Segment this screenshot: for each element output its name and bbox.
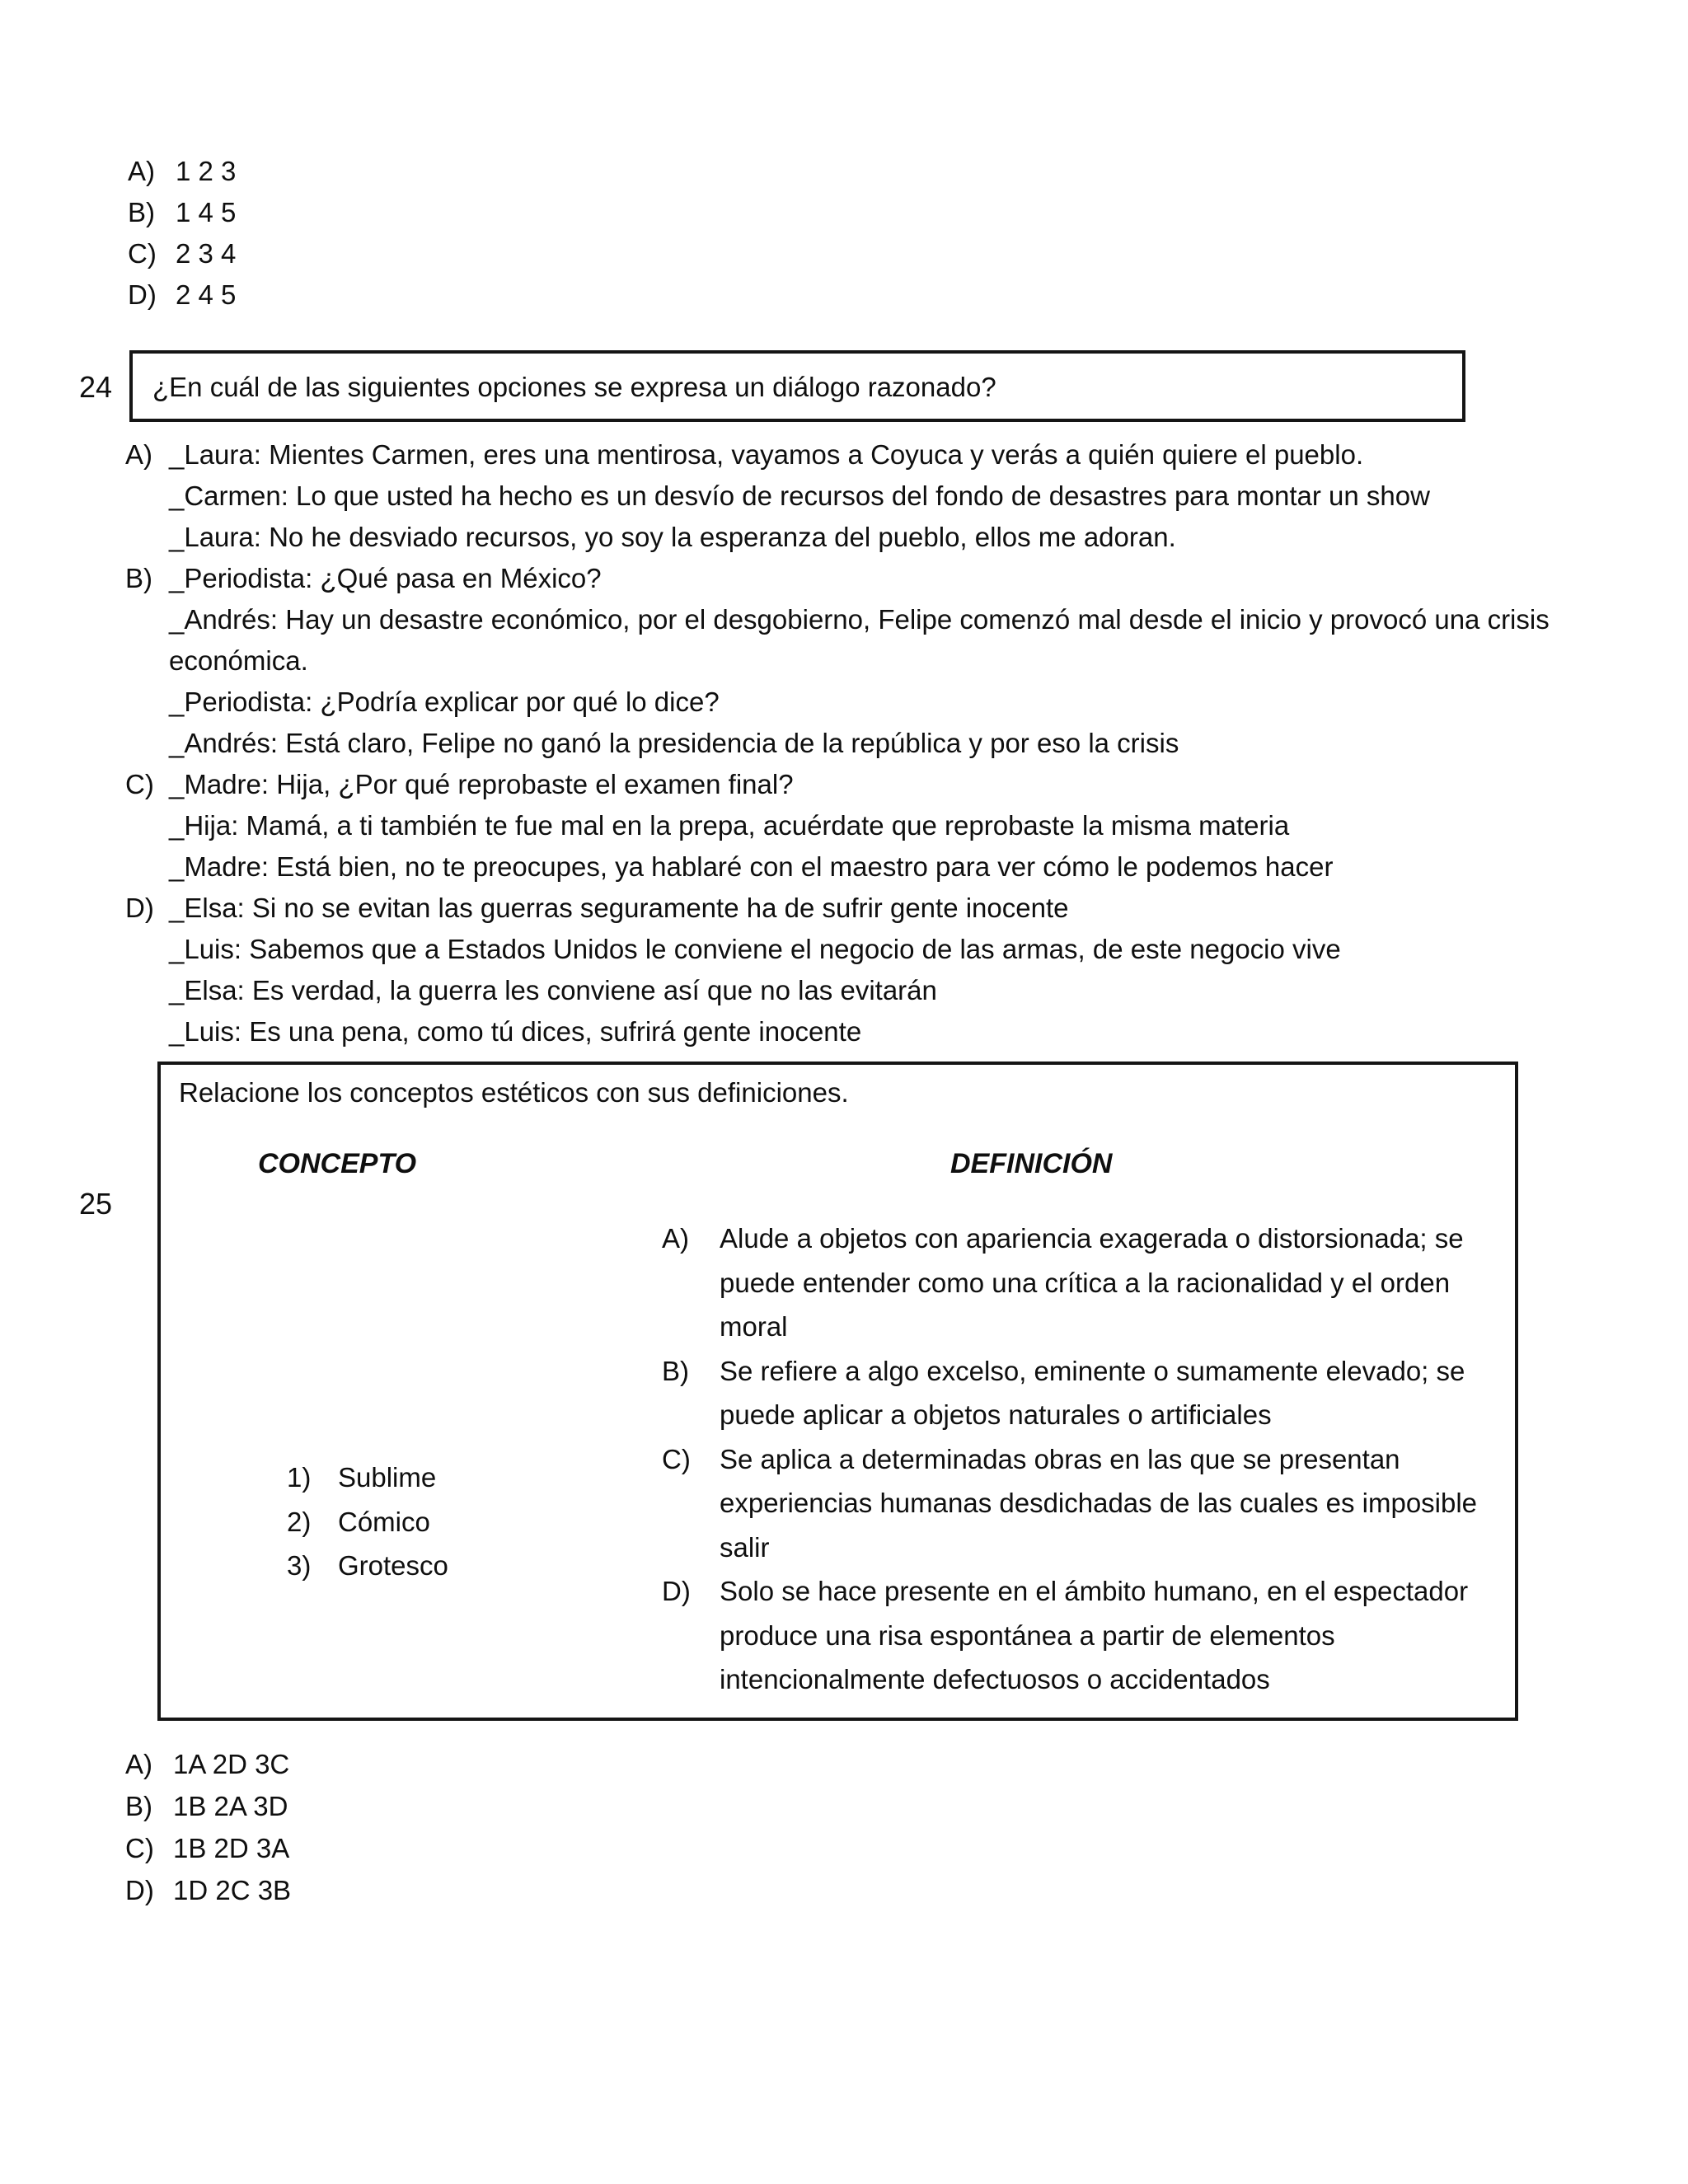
definition-list: [662, 1216, 1634, 1702]
option-value: 1 2 3: [176, 156, 237, 186]
definition-line: Alude a objetos con apariencia exagerada o distorsionada; se: [720, 1223, 1464, 1254]
dialogue-line: económica.: [169, 645, 308, 676]
definition-lines: [720, 1216, 1464, 1349]
option-value: 2 4 5: [176, 279, 237, 310]
answer-option: [128, 192, 236, 233]
option-letter: B): [128, 197, 155, 227]
concept-column-header: CONCEPTO: [258, 1148, 417, 1179]
concept-list: [287, 1455, 448, 1588]
answer-option: [128, 151, 236, 192]
option-b: [125, 558, 1658, 764]
dialogue-line: _Andrés: Hay un desastre económico, por el desgobierno, Felipe comenzó mal desde el inicio y provocó una crisis: [169, 604, 1550, 635]
concept-item: [287, 1455, 448, 1500]
option-value: 1B 2A 3D: [173, 1791, 288, 1821]
concept-label: Cómico: [338, 1506, 430, 1537]
dialogue-line: _Andrés: Está claro, Felipe no ganó la presidencia de la república y por eso la crisis: [169, 728, 1179, 758]
definition-line: produce una risa espontánea a partir de elementos: [720, 1619, 1335, 1651]
option-value: 1 4 5: [176, 197, 237, 227]
option-value: 1A 2D 3C: [173, 1749, 290, 1779]
option-value: 2 3 4: [176, 238, 237, 269]
definition-line: experiencias humanas desdichadas de las cuales es imposible: [720, 1488, 1478, 1518]
option-letter: B): [125, 563, 152, 593]
definition-letter: A): [662, 1223, 689, 1254]
concept-label: Grotesco: [338, 1550, 448, 1581]
definition-lines: [720, 1349, 1465, 1437]
definition-line: Solo se hace presente en el ámbito humano, en el espectador: [720, 1576, 1469, 1606]
dialogue-line: _Madre: Hija, ¿Por qué reprobaste el examen final?: [169, 769, 794, 799]
option-a: [125, 434, 1658, 558]
option-letter: D): [125, 1875, 154, 1905]
answer-option: [125, 1785, 291, 1827]
definition-letter: C): [662, 1443, 691, 1474]
option-letter: D): [128, 279, 157, 310]
dialogue-lines: [169, 764, 1333, 888]
definition-c: [662, 1437, 1634, 1570]
dialogue-line: _Elsa: Si no se evitan las guerras seguramente ha de sufrir gente inocente: [169, 893, 1069, 923]
dialogue-line: _Hija: Mamá, a ti también te fue mal en la prepa, acuérdate que reprobaste la misma materia: [169, 810, 1290, 841]
definition-line: puede entender como una crítica a la racionalidad y el orden: [720, 1267, 1451, 1298]
option-letter: A): [125, 1749, 152, 1779]
dialogue-line: _Madre: Está bien, no te preocupes, ya hablaré con el maestro para ver cómo le podemos hacer: [169, 851, 1334, 882]
definition-letter: B): [662, 1355, 689, 1386]
option-letter: D): [125, 893, 154, 923]
definition-column-header: DEFINICIÓN: [950, 1148, 1113, 1179]
dialogue-lines: [169, 558, 1550, 764]
question-24-prompt: ¿En cuál de las siguientes opciones se expresa un diálogo razonado?: [152, 372, 996, 402]
definition-line: puede aplicar a objetos naturales o artificiales: [720, 1399, 1272, 1430]
question-number-24: 24: [79, 370, 113, 404]
concept-number: 2): [287, 1506, 312, 1537]
dialogue-line: _Laura: No he desviado recursos, yo soy la esperanza del pueblo, ellos me adoran.: [169, 522, 1176, 552]
answer-option: [128, 233, 236, 274]
dialogue-line: _Periodista: ¿Podría explicar por qué lo dice?: [169, 687, 720, 717]
concept-number: 1): [287, 1462, 312, 1493]
option-letter: B): [125, 1791, 152, 1821]
definition-lines: [720, 1569, 1468, 1702]
definition-d: [662, 1569, 1634, 1702]
definition-line: Se refiere a algo excelso, eminente o sumamente elevado; se: [720, 1355, 1465, 1386]
option-letter: C): [125, 769, 154, 799]
dialogue-line: _Periodista: ¿Qué pasa en México?: [169, 563, 602, 593]
dialogue-line: _Luis: Sabemos que a Estados Unidos le conviene el negocio de las armas, de este negocio vive: [169, 934, 1341, 964]
answer-option: [128, 274, 236, 316]
prev-question-options: [128, 151, 236, 316]
option-d: [125, 888, 1658, 1052]
definition-line: Se aplica a determinadas obras en las que se presentan: [720, 1443, 1400, 1474]
definition-line: intencionalmente defectuosos o accidentados: [720, 1664, 1270, 1694]
question-25-answer-options: [125, 1743, 291, 1911]
definition-letter: D): [662, 1576, 691, 1606]
concept-label: Sublime: [338, 1462, 437, 1493]
dialogue-lines: [169, 888, 1341, 1052]
question-25-prompt-box: [157, 1062, 1518, 1721]
answer-option: [125, 1869, 291, 1911]
question-24-options: [125, 434, 1658, 1052]
answer-option: [125, 1827, 291, 1869]
question-number-25: 25: [79, 1187, 113, 1221]
definition-a: [662, 1216, 1634, 1349]
question-25-prompt: Relacione los conceptos estéticos con sus definiciones.: [179, 1077, 849, 1108]
option-value: 1D 2C 3B: [173, 1875, 292, 1905]
option-c: [125, 764, 1658, 888]
definition-b: [662, 1349, 1634, 1437]
answer-option: [125, 1743, 291, 1785]
dialogue-line: _Elsa: Es verdad, la guerra les conviene así que no las evitarán: [169, 975, 937, 1005]
definition-line: moral: [720, 1311, 788, 1342]
concept-number: 3): [287, 1550, 312, 1581]
option-value: 1B 2D 3A: [173, 1833, 290, 1863]
dialogue-line: _Laura: Mientes Carmen, eres una mentirosa, vayamos a Coyuca y verás a quién quiere el pueblo.: [169, 439, 1364, 470]
dialogue-lines: [169, 434, 1430, 558]
option-letter: A): [128, 156, 155, 186]
dialogue-line: _Carmen: Lo que usted ha hecho es un desvío de recursos del fondo de desastres para montar un show: [169, 480, 1430, 511]
option-letter: C): [125, 1833, 154, 1863]
definition-lines: [720, 1437, 1477, 1570]
definition-line: salir: [720, 1531, 770, 1563]
dialogue-line: _Luis: Es una pena, como tú dices, sufrirá gente inocente: [169, 1016, 862, 1047]
question-24-prompt-box: [129, 350, 1465, 422]
option-letter: C): [128, 238, 157, 269]
concept-item: [287, 1500, 448, 1544]
option-letter: A): [125, 439, 152, 470]
concept-item: [287, 1544, 448, 1588]
